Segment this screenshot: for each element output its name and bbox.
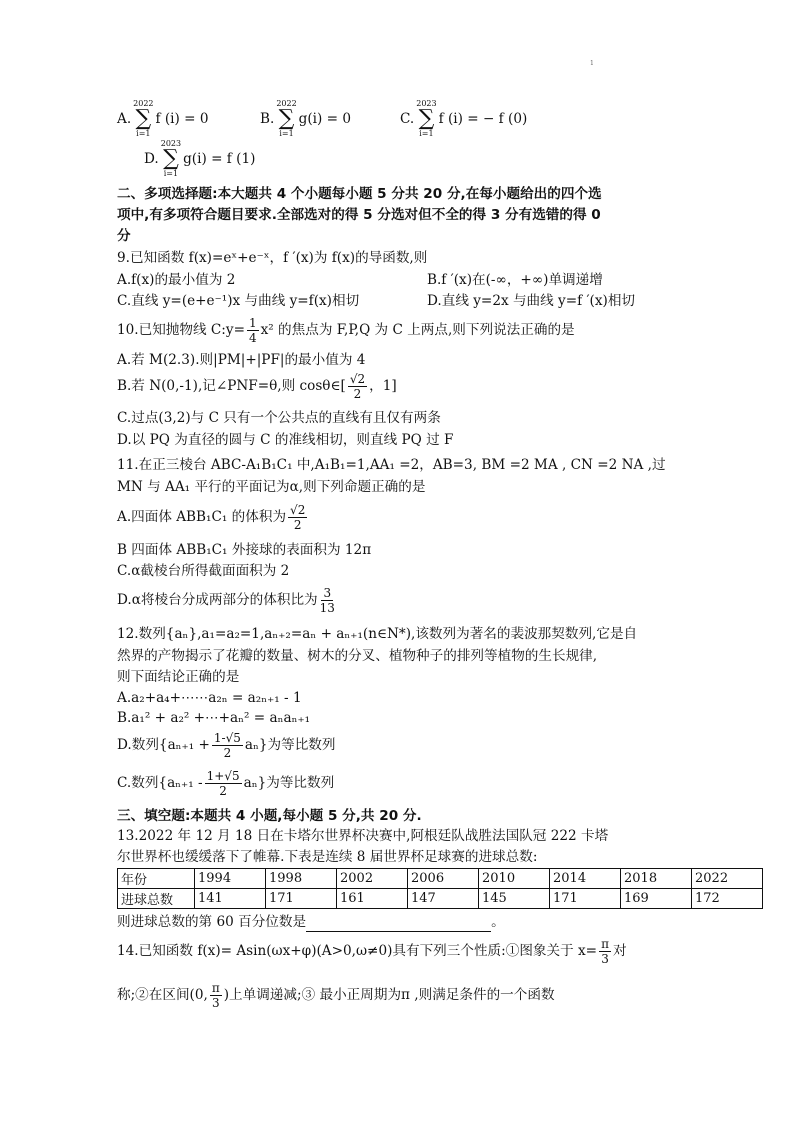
fraction: [599, 938, 611, 965]
fraction: [288, 504, 307, 531]
table-cell: 141: [195, 889, 266, 909]
q12-option-a: A.a₂+a₄+⋯⋯a₂ₙ = a₂ₙ₊₁ - 1: [117, 690, 302, 706]
table-cell: 169: [621, 889, 692, 909]
q8-option-b: [260, 100, 351, 138]
q12-c-post: aₙ}为等比数列: [243, 775, 335, 791]
section2-line1: 二、多项选择题:本大题共 4 个小题每小题 5 分共 20 分,在每小题给出的四个选: [117, 186, 602, 202]
fraction: [212, 732, 243, 759]
q11-option-a: [117, 500, 677, 534]
q9-row2: [117, 291, 677, 311]
q14-line1-pre: 14.已知函数 f(x)= Asin(ωx+φ)(A>0,ω≠0)具有下列三个性质:①图象关于 x=: [117, 943, 598, 959]
q12-stem3: 则下面结论正确的是: [117, 669, 240, 685]
sigma-symbol: 2022 ∑ i=1: [276, 99, 297, 138]
q10-stem-post: x² 的焦点为 F,P,Q 为 C 上两点,则下列说法正确的是: [260, 322, 575, 338]
q13-stem1: 13.2022 年 12 月 18 日在卡塔尔世界杯决赛中,阿根廷队战胜法国队冠 222 卡塔: [117, 828, 609, 844]
table-cell: 2006: [408, 869, 479, 889]
sigma-symbol: 2023 ∑ i=1: [416, 99, 437, 138]
frac-den: 3: [211, 996, 220, 1010]
q12-option-d: [117, 728, 677, 762]
q12-option-c: [117, 766, 677, 800]
q11-option-b: B 四面体 ABB₁C₁ 外接球的表面积为 12π: [117, 542, 372, 558]
q10-option-a: A.若 M(2.3).则|PM|+|PF|的最小值为 4: [117, 352, 366, 368]
q13-tail: [117, 912, 677, 932]
table-row: [118, 889, 763, 909]
goals-table: [117, 868, 763, 909]
table-cell: 2014: [550, 869, 621, 889]
q8-option-c: [400, 100, 527, 138]
fraction: [205, 770, 242, 797]
frac-den: 4: [248, 331, 257, 345]
frac-den: 13: [319, 601, 335, 615]
fraction: [320, 587, 335, 614]
frac-num: π: [211, 981, 220, 995]
sum-upper: 2022: [133, 99, 154, 108]
sum-upper: 2022: [276, 99, 297, 108]
q12-d-post: aₙ}为等比数列: [244, 737, 336, 753]
frac-den: 2: [293, 518, 302, 532]
sigma-symbol: 2023 ∑ i=1: [160, 139, 182, 178]
q14-line2: [117, 978, 677, 1012]
option-expr: f (i) = 0: [155, 111, 209, 127]
section3-heading: 三、填空题:本题共 4 小题,每小题 5 分,共 20 分.: [117, 808, 422, 824]
q13-tail-post: 。: [491, 914, 505, 930]
option-expr: g(i) = 0: [298, 111, 352, 127]
q12-d-pre: D.数列{aₙ₊₁ +: [117, 737, 210, 753]
q9-option-c: C.直线 y=(e+e⁻¹)x 与曲线 y=f(x)相切: [117, 293, 360, 309]
table-cell: 1998: [266, 869, 337, 889]
table-cell: 2002: [337, 869, 408, 889]
frac-num: √2: [290, 503, 306, 517]
q9-row1: [117, 270, 677, 290]
q14-line2-pre: 称;②在区间(0,: [117, 987, 208, 1003]
q10-option-c: C.过点(3,2)与 C 只有一个公共点的直线有且仅有两条: [117, 410, 441, 426]
q9-option-d: D.直线 y=2x 与曲线 y=f ′(x)相切: [427, 293, 636, 309]
option-label: C.: [400, 111, 415, 127]
table-cell: 1994: [195, 869, 266, 889]
sum-lower: i=1: [163, 169, 179, 178]
option-expr: g(i) = f (1): [183, 151, 256, 167]
option-label: B.: [260, 111, 275, 127]
q11-d-pre: D.α将棱台分成两部分的体积比为: [117, 592, 318, 608]
frac-num: 3: [323, 586, 332, 600]
q11-option-c: C.α截棱台所得截面面积为 2: [117, 563, 290, 579]
fraction: [210, 982, 222, 1009]
sigma-symbol: 2022 ∑ i=1: [133, 99, 154, 138]
q12-option-b: B.a₁² + a₂² +⋯+aₙ² = aₙaₙ₊₁: [117, 710, 311, 726]
frac-num: 1: [248, 316, 257, 330]
q11-a-pre: A.四面体 ABB₁C₁ 的体积为: [117, 509, 287, 525]
page-number: 1: [590, 60, 594, 67]
q8-option-d: [144, 140, 255, 178]
q14-line1: [117, 934, 677, 968]
option-expr: f (i) = − f (0): [438, 111, 528, 127]
table-cell: 2018: [621, 869, 692, 889]
q11-stem1: 11.在正三棱台 ABC-A₁B₁C₁ 中,A₁B₁=1,AA₁ =2，AB=3, BM =2 MA , CN =2 NA ,过: [117, 457, 666, 473]
q10-stem: [117, 316, 677, 344]
q11-stem2: MN 与 AA₁ 平行的平面记为α,则下列命题正确的是: [117, 479, 426, 495]
q8-options-row: [117, 100, 677, 140]
option-label: D.: [144, 151, 159, 167]
table-cell: 172: [692, 889, 763, 909]
table-cell: 145: [479, 889, 550, 909]
q9-stem: 9.已知函数 f(x)=eˣ+e⁻ˣ，f ′(x)为 f(x)的导函数,则: [117, 250, 428, 266]
fraction: [247, 317, 259, 344]
q14-line1-post: 对: [612, 943, 627, 959]
section2-line3: 分: [117, 228, 131, 244]
sum-upper: 2023: [416, 99, 437, 108]
table-cell: 147: [408, 889, 479, 909]
sum-upper: 2023: [160, 139, 182, 148]
frac-num: √2: [349, 372, 366, 386]
q12-stem2: 然界的产物揭示了花瓣的数量、树木的分叉、植物种子的排列等植物的生长规律,: [117, 648, 598, 664]
q12-stem1: 12.数列{aₙ},a₁=a₂=1,aₙ₊₂=aₙ + aₙ₊₁(n∈N*),该数列为著名的裴波那契数列,它是自: [117, 626, 638, 642]
q10-b-post: ，1]: [369, 378, 397, 394]
section2-line2: 项中,有多项符合题目要求.全部选对的得 5 分选对但不全的得 3 分有选错的得 0: [117, 207, 601, 223]
q8-options-row-2: [144, 140, 704, 180]
table-cell: 171: [266, 889, 337, 909]
q13-stem2: 尔世界杯也缓缓落下了帷幕.下表是连续 8 届世界杯足球赛的进球总数:: [117, 849, 538, 865]
table-cell: 年份: [118, 869, 195, 889]
table-cell: 2010: [479, 869, 550, 889]
fraction: [348, 373, 367, 400]
sum-lower: i=1: [136, 129, 151, 138]
sum-lower: i=1: [279, 129, 294, 138]
frac-den: 2: [219, 784, 227, 798]
frac-den: 2: [223, 746, 232, 760]
q10-stem-pre: 10.已知抛物线 C:y=: [117, 322, 245, 338]
answer-blank[interactable]: [306, 917, 491, 932]
q10-option-b: [117, 370, 677, 402]
frac-den: 3: [601, 952, 609, 966]
q13-tail-pre: 则进球总数的第 60 百分位数是: [117, 914, 307, 930]
q8-option-a: [117, 100, 209, 138]
sum-lower: i=1: [419, 129, 434, 138]
table-cell: 进球总数: [118, 889, 195, 909]
q12-c-pre: C.数列{aₙ₊₁ -: [117, 775, 203, 791]
option-label: A.: [117, 111, 132, 127]
table-row: [118, 869, 763, 889]
frac-num: 1+√5: [206, 769, 240, 783]
q10-b-pre: B.若 N(0,-1),记∠PNF=θ,则 cosθ∈[: [117, 378, 346, 394]
frac-num: 1-√5: [213, 731, 241, 745]
table-cell: 2022: [692, 869, 763, 889]
q10-option-d: D.以 PQ 为直径的圆与 C 的准线相切，则直线 PQ 过 F: [117, 432, 454, 448]
table-cell: 161: [337, 889, 408, 909]
q11-option-d: [117, 582, 677, 618]
frac-den: 2: [353, 387, 362, 401]
q9-option-b: B.f ′(x)在(-∞，+∞)单调递增: [427, 272, 603, 288]
q9-option-a: A.f(x)的最小值为 2: [117, 272, 236, 288]
table-cell: 171: [550, 889, 621, 909]
frac-num: π: [601, 937, 609, 951]
q14-line2-post: )上单调递减;③ 最小正周期为π ,则满足条件的一个函数: [223, 987, 555, 1003]
